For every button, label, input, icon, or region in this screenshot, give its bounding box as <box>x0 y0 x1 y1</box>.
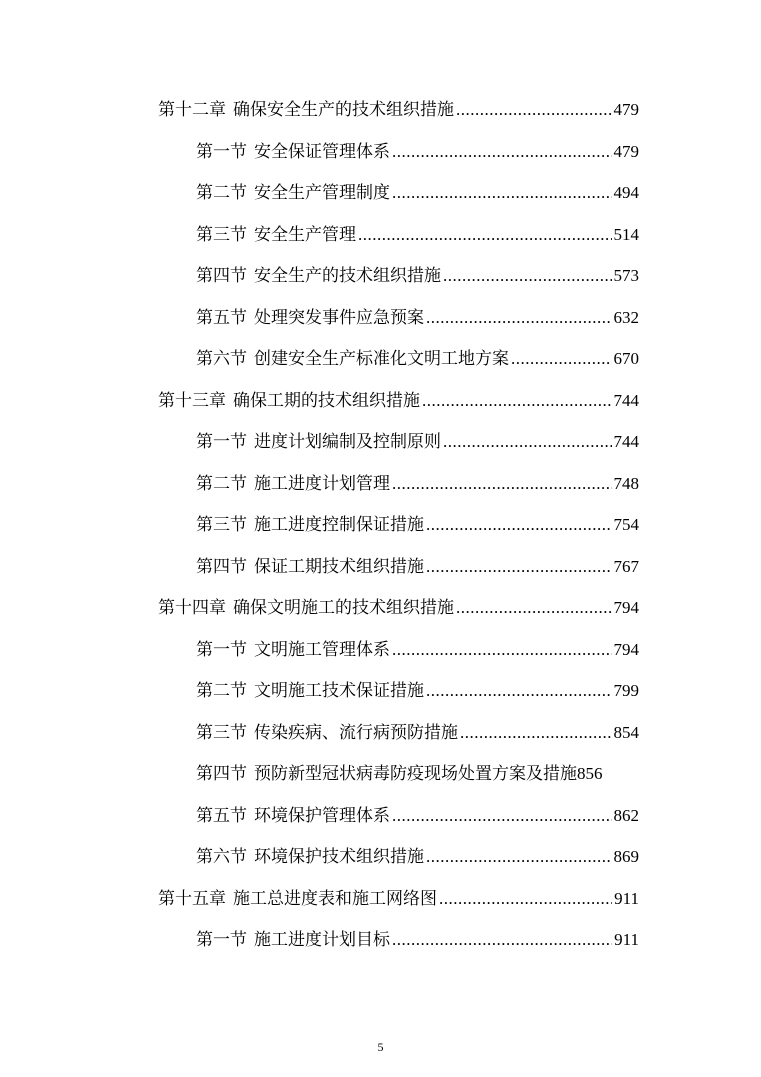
toc-entry-page: 573 <box>613 266 639 285</box>
toc-entry-section[interactable] <box>196 554 639 580</box>
toc-dot-leader <box>439 886 612 912</box>
toc-entry-title: 确保文明施工的技术组织措施 <box>233 598 454 618</box>
toc-dot-leader <box>392 139 612 165</box>
toc-entry-section[interactable] <box>196 512 639 538</box>
toc-entry-label <box>158 97 454 123</box>
toc-entry-section[interactable] <box>196 222 639 248</box>
toc-entry-section[interactable] <box>196 263 639 289</box>
toc-entry-page: 748 <box>613 474 639 493</box>
toc-entry-title: 创建安全生产标准化文明工地方案 <box>254 349 509 369</box>
toc-dot-leader <box>426 554 612 580</box>
toc-entry-section[interactable] <box>196 305 639 331</box>
toc-entry-title: 文明施工管理体系 <box>254 640 390 660</box>
toc-entry-page: 856 <box>577 764 603 783</box>
toc-entry-chapter-12[interactable] <box>158 97 639 123</box>
toc-entry-label <box>196 803 390 829</box>
toc-entry-number: 第四节 <box>196 764 247 784</box>
toc-entry-label <box>196 471 390 497</box>
toc-entry-title: 安全保证管理体系 <box>254 142 390 162</box>
toc-entry-title: 施工总进度表和施工网络图 <box>233 889 437 909</box>
toc-entry-number: 第五节 <box>196 308 247 328</box>
toc-entry-page: 514 <box>613 225 639 244</box>
toc-entry-section[interactable] <box>196 471 639 497</box>
toc-entry-section[interactable] <box>196 803 639 829</box>
page-number: 5 <box>377 1040 384 1054</box>
toc-entry-number: 第十三章 <box>158 391 226 411</box>
toc-entry-page: 794 <box>613 640 639 659</box>
toc-entry-page: 794 <box>613 598 639 617</box>
toc-entry-page: 494 <box>613 183 639 202</box>
toc-entry-section[interactable] <box>196 346 639 372</box>
toc-entry-number: 第二节 <box>196 474 247 494</box>
toc-entry-number: 第五节 <box>196 806 247 826</box>
toc-entry-number: 第三节 <box>196 225 247 245</box>
toc-entry-number: 第一节 <box>196 142 247 162</box>
toc-entry-chapter-14[interactable] <box>158 595 639 621</box>
toc-entry-number: 第四节 <box>196 557 247 577</box>
toc-entry-label <box>196 761 577 787</box>
toc-entry-label <box>196 346 509 372</box>
toc-entry-page: 632 <box>613 308 639 327</box>
toc-entry-number: 第二节 <box>196 681 247 701</box>
toc-entry-title: 保证工期技术组织措施 <box>254 557 424 577</box>
toc-entry-number: 第一节 <box>196 432 247 452</box>
toc-entry-label <box>196 139 390 165</box>
toc-entry-title: 安全生产的技术组织措施 <box>254 266 441 286</box>
toc-entry-title: 施工进度控制保证措施 <box>254 515 424 535</box>
toc-entry-page: 767 <box>613 557 639 576</box>
toc-dot-leader <box>422 388 612 414</box>
toc-entry-title: 安全生产管理 <box>254 225 356 245</box>
toc-entry-title: 预防新型冠状病毒防疫现场处置方案及措施 <box>254 764 577 784</box>
toc-entry-page: 754 <box>613 515 639 534</box>
toc-entry-label <box>196 180 390 206</box>
toc-entry-number: 第二节 <box>196 183 247 203</box>
toc-entry-label <box>196 429 441 455</box>
toc-dot-leader <box>426 844 612 870</box>
toc-entry-section[interactable] <box>196 429 639 455</box>
toc-entry-page: 744 <box>613 391 639 410</box>
toc-entry-label <box>196 263 441 289</box>
toc-entry-label <box>196 927 390 953</box>
toc-entry-number: 第十四章 <box>158 598 226 618</box>
toc-entry-section[interactable] <box>196 720 639 746</box>
toc-entry-label <box>158 595 454 621</box>
toc-dot-leader <box>392 180 612 206</box>
toc-entry-number: 第三节 <box>196 515 247 535</box>
toc-dot-leader <box>443 429 612 455</box>
toc-entry-label <box>158 388 420 414</box>
toc-entry-section[interactable] <box>196 139 639 165</box>
toc-entry-number: 第一节 <box>196 930 247 950</box>
toc-entry-section[interactable] <box>196 637 639 663</box>
toc-entry-page: 799 <box>613 681 639 700</box>
toc-entry-page: 479 <box>613 100 639 119</box>
toc-entry-section[interactable] <box>196 678 639 704</box>
toc-dot-leader <box>443 263 612 289</box>
toc-dot-leader <box>392 803 612 829</box>
toc-entry-number: 第四节 <box>196 266 247 286</box>
toc-dot-leader <box>392 471 612 497</box>
toc-entry-page: 911 <box>614 889 639 908</box>
toc-entry-title: 环境保护管理体系 <box>254 806 390 826</box>
toc-entry-title: 处理突发事件应急预案 <box>254 308 424 328</box>
toc-dot-leader <box>456 97 612 123</box>
toc-entry-page: 670 <box>613 349 639 368</box>
toc-entry-number: 第一节 <box>196 640 247 660</box>
toc-entry-page: 911 <box>614 930 639 949</box>
toc-entry-number: 第十二章 <box>158 100 226 120</box>
toc-entry-title: 文明施工技术保证措施 <box>254 681 424 701</box>
toc-entry-chapter-13[interactable] <box>158 388 639 414</box>
toc-dot-leader <box>358 222 612 248</box>
toc-entry-title: 传染疾病、流行病预防措施 <box>254 723 458 743</box>
toc-dot-leader <box>392 637 612 663</box>
toc-dot-leader <box>392 927 612 953</box>
toc-entry-number: 第三节 <box>196 723 247 743</box>
toc-entry-title: 施工进度计划目标 <box>254 930 390 950</box>
toc-entry-page: 479 <box>613 142 639 161</box>
toc-entry-label <box>196 512 424 538</box>
toc-dot-leader <box>426 678 612 704</box>
toc-entry-section[interactable] <box>196 844 639 870</box>
toc-entry-section[interactable] <box>196 927 639 953</box>
toc-entry-page: 862 <box>613 806 639 825</box>
toc-entry-page: 744 <box>613 432 639 451</box>
toc-entry-label <box>196 720 458 746</box>
toc-entry-title: 进度计划编制及控制原则 <box>254 432 441 452</box>
toc-entry-chapter-15[interactable] <box>158 886 639 912</box>
toc-entry-title: 确保安全生产的技术组织措施 <box>233 100 454 120</box>
toc-entry-label <box>158 886 437 912</box>
toc-entry-page: 869 <box>613 847 639 866</box>
toc-entry-title: 施工进度计划管理 <box>254 474 390 494</box>
toc-entry-number: 第六节 <box>196 349 247 369</box>
toc-entry-label <box>196 637 390 663</box>
toc-entry-section[interactable] <box>196 180 639 206</box>
toc-entry-label <box>196 222 356 248</box>
toc-dot-leader <box>426 305 612 331</box>
toc-entry-number: 第六节 <box>196 847 247 867</box>
toc-entry-label <box>196 678 424 704</box>
toc-entry-title: 安全生产管理制度 <box>254 183 390 203</box>
toc-dot-leader <box>456 595 612 621</box>
toc-entry-label <box>196 305 424 331</box>
toc-entry-title: 确保工期的技术组织措施 <box>233 391 420 411</box>
toc-dot-leader <box>426 512 612 538</box>
toc-entry-label <box>196 554 424 580</box>
toc-entry-section[interactable] <box>196 761 639 787</box>
toc-entry-title: 环境保护技术组织措施 <box>254 847 424 867</box>
toc-dot-leader <box>460 720 612 746</box>
toc-entry-page: 854 <box>613 723 639 742</box>
toc-entry-label <box>196 844 424 870</box>
toc-dot-leader <box>511 346 612 372</box>
toc-entry-number: 第十五章 <box>158 889 226 909</box>
